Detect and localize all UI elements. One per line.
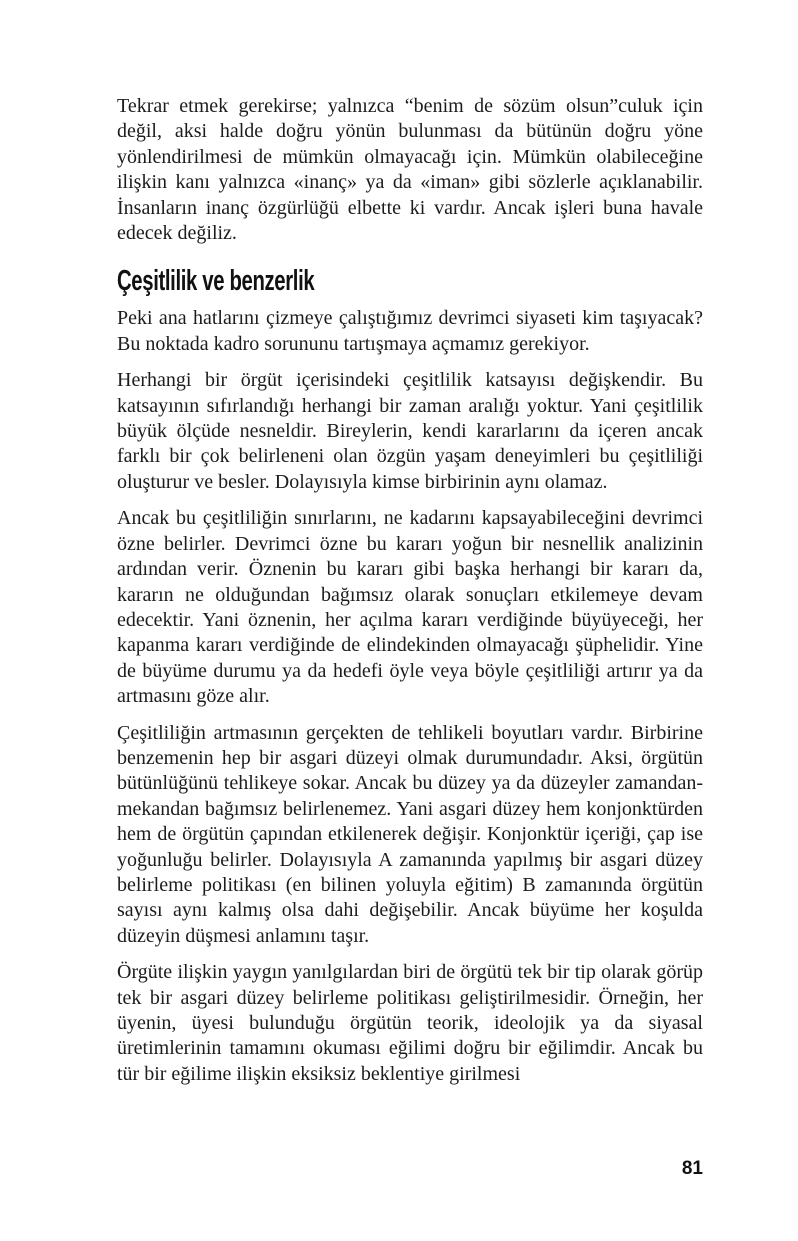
page-number: 81 bbox=[681, 1158, 703, 1179]
body-paragraph-3: Ancak bu çeşitliliğin sınırlarını, ne kadarını kapsayabileceğini devrimci özne belirler. Devrimci özne bu kararı yoğun bir nesnellik analizinin ardından verir. Öznenin bu kararı gibi başka herhangi bir kararı da, kararın ne olduğundan bağımsız olarak sonuçları etkilemeye devam edecektir. Yani öznenin, her açılma kararı verdiğinde büyüyeceği, her kapanma kararı verdiğinde de elindekinden olmayacağı şüphelidir. Yine de büyüme durumu ya da hedefi öyle veya böyle çeşitliliği artırır ya da artmasını göze alır. bbox=[117, 507, 703, 708]
page-body bbox=[117, 94, 703, 1098]
body-paragraph-1: Peki ana hatlarını çizmeye çalıştığımız devrimci siyaseti kim taşıyacak? Bu noktada kadro sorununu tartışmaya açmamız gerekiyor. bbox=[117, 307, 703, 355]
body-paragraph-intro: Tekrar etmek gerekirse; yalnızca “benim de sözüm olsun”culuk için değil, aksi halde doğru yönün bulunması da bütünün doğru yöne yönlendirilmesi de mümkün olmayacağı için. Mümkün olabileceğine ilişkin kanı yalnızca «inanç» ya da «iman» gibi sözlerle açıklanabilir. İnsanların inanç özgürlüğü elbette ki vardır. Ancak işleri buna havale edecek değiliz. bbox=[117, 95, 703, 245]
body-paragraph-2: Herhangi bir örgüt içerisindeki çeşitlilik katsayısı değişkendir. Bu katsayının sıfırlandığı herhangi bir zaman aralığı yoktur. Yani çeşitlilik büyük ölçüde nesneldir. Bireylerin, kendi kararlarını da içeren ancak farklı bir çok belirleneni olan özgün yaşam deneyimleri bu çeşitliliği oluşturur ve besler. Dolayısıyla kimse birbirinin aynı olamaz. bbox=[117, 369, 703, 493]
body-paragraph-5: Örgüte ilişkin yaygın yanılgılardan biri de örgütü tek bir tip olarak görüp tek bir asgari düzey belirleme politikası geliştirilmesidir. Örneğin, her üyenin, üyesi bulunduğu örgütün teorik, ideolojik ya da siyasal üretimlerinin tamamını okuması eğilimi doğru bir eğilimdir. Ancak bu tür bir eğilime ilişkin eksiksiz beklentiye girilmesi bbox=[117, 961, 703, 1085]
body-paragraph-4: Çeşitliliğin artmasının gerçekten de tehlikeli boyutları vardır. Birbirine benzemenin hep bir asgari düzeyi olmak durumundadır. Aksi, örgütün bütünlüğünü tehlikeye sokar. Ancak bu düzey ya da düzeyler zamandan-mekandan bağımsız belirlenemez. Yani asgari düzey hem konjonktürden hem de örgütün çapından etkilenerek değişir. Konjonktür içeriği, çap ise yoğunluğu belirler. Dolayısıyla A zamanında yapılmış bir asgari düzey belirleme politikası (en bilinen yoluyla eğitim) B zamanında örgütün sayısı aynı kalmış olsa dahi değişebilir. Ancak büyüme her koşulda düzeyin düşmesi anlamını taşır. bbox=[117, 721, 703, 947]
section-heading: Çeşitlilik ve benzerlik bbox=[117, 265, 315, 298]
